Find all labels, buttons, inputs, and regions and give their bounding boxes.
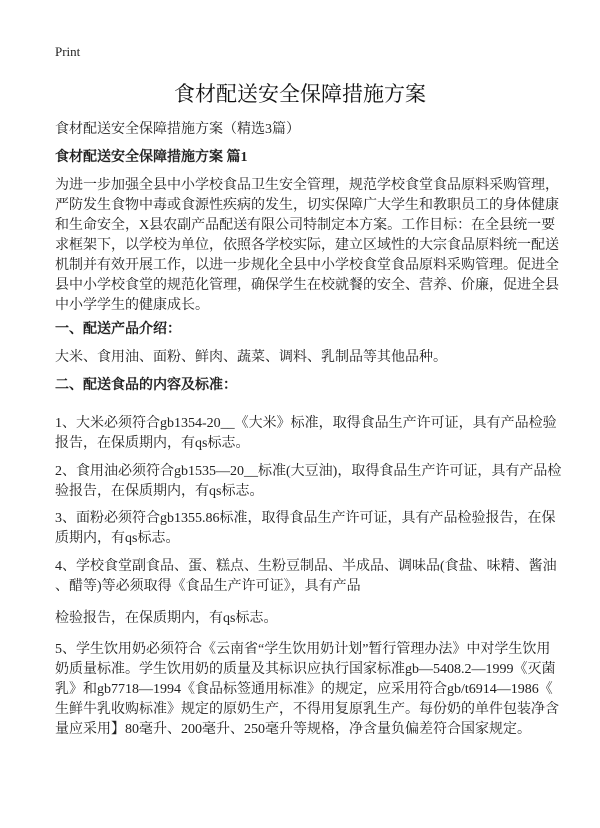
section-heading: 食材配送安全保障措施方案 篇1 [55, 150, 248, 165]
text-line: 5、学生饮用奶必须符合《云南省“学生饮用奶计划”暂行管理办法》中对学生饮用 [55, 642, 551, 657]
text-line: 和生命安全，X县农副产品配送有限公司特制定本方案。工作目标：在全县统一要 [55, 218, 556, 233]
text-line: 为进一步加强全县中小学校食品卫生安全管理，规范学校食堂食品原料采购管理， [55, 178, 559, 193]
text-line: 生鲜牛乳收购标准》规定的原奶生产，不得用复原乳生产。每份奶的单件包装净含 [55, 702, 559, 717]
page-title: 食材配送安全保障措施方案 [174, 83, 426, 106]
standard-item-3 [55, 509, 555, 549]
text-line: 、醋等)等必须取得《食品生产许可证》，具有产品 [55, 579, 361, 594]
text-line: 报告，在保质期内，有qs标志。 [55, 436, 250, 451]
text-line: 1、大米必须符合gb1354-20__《大米》标准，取得食品生产许可证，具有产品检验 [55, 416, 557, 431]
text-line: 乳》和gb7718—1994《食品标签通用标准》的规定，应采用符合gb/t6914—1986《 [55, 682, 553, 697]
standard-item-2 [55, 462, 562, 502]
standard-item-4-continued: 检验报告，在保质期内，有qs标志。 [55, 611, 278, 626]
text-line: 4、学校食堂副食品、蛋、糕点、生粉豆制品、半成品、调味品(食盐、味精、酱油 [55, 559, 557, 574]
text-line: 验报告，在保质期内，有qs标志。 [55, 484, 264, 499]
text-line: 3、面粉必须符合gb1355.86标准，取得食品生产许可证，具有产品检验报告，在保 [55, 511, 556, 526]
standard-item-5 [55, 640, 559, 740]
text-line: 中小学学生的健康成长。 [55, 298, 209, 313]
text-line: 2、食用油必须符合gb1535—20__标准(大豆油)，取得食品生产许可证，具有产品检 [55, 464, 562, 479]
text-line: 县中小学校食堂的规范化管理，确保学生在校就餐的安全、营养、价廉，促进全县 [55, 278, 559, 293]
heading-standards: 二、配送食品的内容及标准： [55, 378, 237, 393]
text-line: 求框架下，以学校为单位，依照各学校实际，建立区域性的大宗食品原料统一配送 [55, 238, 559, 253]
text-line: 量应采用】80毫升、200毫升、250毫升等规格，净含量负偏差符合国家规定。 [55, 722, 531, 737]
heading-products: 一、配送产品介绍： [55, 322, 181, 337]
text-line: 严防发生食物中毒或食源性疾病的发生，切实保障广大学生和教职员工的身体健康 [55, 198, 559, 213]
subtitle: 食材配送安全保障措施方案（精选3篇） [55, 122, 300, 137]
text-line: 质期内，有qs标志。 [55, 531, 180, 546]
products-list: 大米、食用油、面粉、鲜肉、蔬菜、调料、乳制品等其他品种。 [55, 350, 447, 365]
intro-paragraph [55, 176, 559, 316]
text-line: 奶质量标准。学生饮用奶的质量及其标识应执行国家标准gb—5408.2—1999《灭菌 [55, 662, 556, 677]
standard-item-4 [55, 557, 555, 597]
standard-item-1 [55, 414, 555, 454]
print-link[interactable]: Print [55, 44, 81, 59]
text-line: 机制并有效开展工作，以进一步规化全县中小学校食堂食品原料采购管理。促进全 [55, 258, 559, 273]
